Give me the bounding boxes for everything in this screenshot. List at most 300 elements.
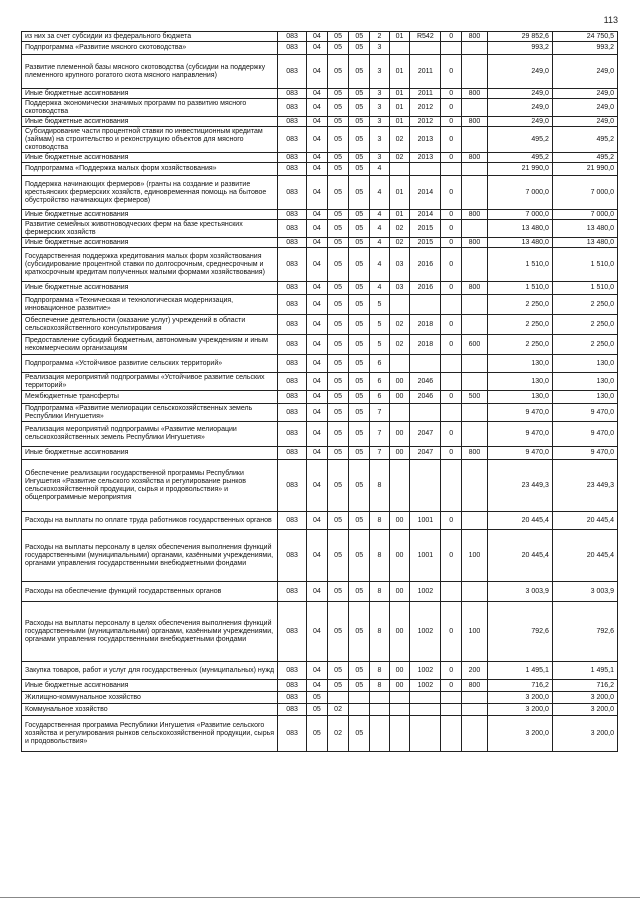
row-code-ministry: 083 [278,391,307,404]
row-code-expense_code [410,704,441,716]
row-sum-1: 3 200,0 [487,704,552,716]
row-sum-1: 130,0 [487,391,552,404]
row-code-ministry: 083 [278,153,307,163]
row-code-subprogram [370,716,390,752]
row-code-vid: 600 [462,335,488,355]
row-code-section: 04 [307,404,328,422]
row-sum-2: 3 200,0 [552,716,617,752]
row-sum-2: 1 510,0 [552,248,617,282]
row-code-subprogram: 5 [370,315,390,335]
row-code-subsection: 05 [327,355,349,373]
row-code-expense_code: 2013 [410,153,441,163]
row-sum-1: 716,2 [487,680,552,692]
row-code-subsection: 05 [327,530,349,582]
row-sum-1: 1 495,1 [487,662,552,680]
row-code-program: 05 [349,153,370,163]
row-sum-1: 23 449,3 [487,460,552,512]
row-code-program: 05 [349,89,370,99]
row-name: Реализация мероприятий подпрограммы «Развитие мелиорации сельскохозяйственных земель Республики Ингушетия» [22,422,278,447]
row-code-section: 04 [307,282,328,295]
row-code-ministry: 083 [278,530,307,582]
table-row [22,404,618,422]
row-code-subsection: 05 [327,210,349,220]
row-sum-2: 495,2 [552,127,617,153]
row-code-expense_code: 2018 [410,335,441,355]
row-code-expense_code: R542 [410,32,441,42]
row-code-subprogram: 4 [370,163,390,176]
table-row [22,42,618,55]
row-sum-1: 249,0 [487,99,552,117]
row-sum-1: 249,0 [487,89,552,99]
row-code-ministry: 083 [278,704,307,716]
row-code-program: 05 [349,55,370,89]
row-code-program: 05 [349,460,370,512]
row-code-filler: 0 [441,680,462,692]
row-sum-2: 716,2 [552,680,617,692]
row-sum-2: 249,0 [552,99,617,117]
row-code-program: 05 [349,238,370,248]
row-code-subprogram: 6 [370,355,390,373]
row-code-subsection: 05 [327,42,349,55]
table-row [22,117,618,127]
row-sum-1: 9 470,0 [487,404,552,422]
row-sum-2: 13 480,0 [552,238,617,248]
row-name: Закупка товаров, работ и услуг для государственных (муниципальных) нужд [22,662,278,680]
row-name: Государственная поддержка кредитования малых форм хозяйствования (субсидирование процентной ставки по долгосрочным, среднесрочным и краткосрочным кредитам полученных малыми формами хозяйствования) [22,248,278,282]
row-sum-2: 20 445,4 [552,512,617,530]
row-code-filler: 0 [441,662,462,680]
row-code-expense_code: 2015 [410,220,441,238]
row-code-subprogram: 8 [370,512,390,530]
row-code-direction: 02 [389,315,410,335]
row-sum-2: 9 470,0 [552,422,617,447]
row-code-subsection: 05 [327,99,349,117]
row-code-subprogram: 8 [370,460,390,512]
row-sum-1: 249,0 [487,55,552,89]
table-row [22,602,618,662]
row-sum-2: 7 000,0 [552,210,617,220]
row-code-vid [462,163,488,176]
row-code-subsection: 05 [327,602,349,662]
row-code-subsection: 05 [327,220,349,238]
row-code-program: 05 [349,210,370,220]
table-row [22,32,618,42]
row-code-section: 04 [307,163,328,176]
row-sum-2: 9 470,0 [552,404,617,422]
row-sum-1: 1 510,0 [487,282,552,295]
row-sum-2: 2 250,0 [552,315,617,335]
row-code-filler [441,404,462,422]
row-code-subprogram: 6 [370,373,390,391]
row-code-expense_code: 2014 [410,210,441,220]
row-code-program: 05 [349,404,370,422]
row-code-subsection: 05 [327,391,349,404]
table-row [22,99,618,117]
row-code-program: 05 [349,335,370,355]
row-name: Предоставление субсидий бюджетным, автономным учреждениям и иным некоммерческим организациям [22,335,278,355]
row-code-vid [462,422,488,447]
row-code-expense_code [410,163,441,176]
row-code-ministry: 083 [278,512,307,530]
row-sum-2: 1 495,1 [552,662,617,680]
row-code-filler [441,716,462,752]
row-sum-2: 495,2 [552,153,617,163]
row-code-expense_code [410,355,441,373]
row-code-subsection: 02 [327,716,349,752]
row-sum-2: 2 250,0 [552,335,617,355]
row-name: Расходы на выплаты персоналу в целях обеспечения выполнения функций государственными (муниципальными) органами, казёнными учреждениями, органами управления государственными внебюджетными фондами [22,602,278,662]
row-code-program: 05 [349,447,370,460]
row-name: из них за счет субсидии из федерального бюджета [22,32,278,42]
row-name: Обеспечение реализации государственной программы Республики Ингушетия «Развитие сельского хозяйства и регулирование рынков сельскохозяйственной продукции, сырья и продовольствия» и общепрограммные мероприятия [22,460,278,512]
row-code-section: 05 [307,692,328,704]
row-sum-1: 249,0 [487,117,552,127]
row-code-vid [462,460,488,512]
row-code-subprogram: 6 [370,391,390,404]
row-code-ministry: 083 [278,582,307,602]
row-code-section: 04 [307,662,328,680]
row-sum-1: 7 000,0 [487,210,552,220]
row-code-filler: 0 [441,210,462,220]
row-sum-2: 249,0 [552,89,617,99]
row-code-section: 04 [307,373,328,391]
row-sum-2: 9 470,0 [552,447,617,460]
row-code-subprogram: 5 [370,335,390,355]
row-code-ministry: 083 [278,460,307,512]
row-code-subprogram: 8 [370,530,390,582]
row-code-filler: 0 [441,153,462,163]
row-name: Жилищно-коммунальное хозяйство [22,692,278,704]
row-code-subsection: 05 [327,582,349,602]
row-code-vid [462,404,488,422]
row-code-direction: 00 [389,680,410,692]
table-row [22,391,618,404]
row-code-vid [462,704,488,716]
row-code-vid [462,373,488,391]
row-code-section: 04 [307,391,328,404]
row-code-vid [462,248,488,282]
row-code-subsection [327,692,349,704]
row-code-program: 05 [349,373,370,391]
row-code-filler: 0 [441,248,462,282]
row-code-expense_code: 2012 [410,117,441,127]
row-code-section: 04 [307,117,328,127]
row-code-program: 05 [349,530,370,582]
row-code-ministry: 083 [278,404,307,422]
row-code-section: 04 [307,153,328,163]
row-code-direction [389,295,410,315]
row-code-vid [462,99,488,117]
row-code-filler: 0 [441,176,462,210]
row-code-filler: 0 [441,422,462,447]
row-code-section: 04 [307,335,328,355]
row-code-program: 05 [349,662,370,680]
row-sum-1: 2 250,0 [487,295,552,315]
row-code-section: 04 [307,238,328,248]
row-code-vid: 100 [462,530,488,582]
row-code-direction: 01 [389,55,410,89]
table-row [22,355,618,373]
row-code-ministry: 083 [278,89,307,99]
row-code-section: 04 [307,295,328,315]
row-code-subprogram: 3 [370,42,390,55]
table-row [22,295,618,315]
row-name: Развитие племенной базы мясного скотоводства (субсидии на поддержку племенного крупного рогатого скота мясного направления) [22,55,278,89]
row-code-direction: 00 [389,602,410,662]
table-row [22,238,618,248]
row-code-direction: 03 [389,282,410,295]
row-name: Расходы на выплаты по оплате труда работников государственных органов [22,512,278,530]
row-code-direction: 01 [389,99,410,117]
row-name: Подпрограмма «Поддержка малых форм хозяйствования» [22,163,278,176]
row-code-direction: 00 [389,662,410,680]
row-code-subprogram: 4 [370,176,390,210]
table-row [22,282,618,295]
row-code-program: 05 [349,582,370,602]
table-row [22,373,618,391]
table-row [22,210,618,220]
row-code-vid: 500 [462,391,488,404]
table-row [22,127,618,153]
table-row [22,447,618,460]
row-sum-1: 495,2 [487,153,552,163]
row-code-ministry: 083 [278,42,307,55]
row-code-subsection: 05 [327,117,349,127]
row-code-filler: 0 [441,512,462,530]
row-code-subprogram: 4 [370,220,390,238]
row-code-direction: 00 [389,582,410,602]
row-code-section: 04 [307,512,328,530]
row-sum-1: 21 990,0 [487,163,552,176]
row-code-filler: 0 [441,530,462,582]
row-name: Подпрограмма «Развитие мясного скотоводства» [22,42,278,55]
row-code-section: 04 [307,89,328,99]
row-sum-2: 1 510,0 [552,282,617,295]
row-code-direction: 01 [389,176,410,210]
row-sum-2: 13 480,0 [552,220,617,238]
row-code-filler: 0 [441,335,462,355]
row-code-expense_code [410,460,441,512]
row-code-subprogram: 3 [370,89,390,99]
row-sum-1: 993,2 [487,42,552,55]
row-code-expense_code [410,692,441,704]
row-code-direction: 00 [389,422,410,447]
table-row [22,315,618,335]
row-code-filler: 0 [441,99,462,117]
row-code-vid [462,512,488,530]
row-code-subsection: 05 [327,55,349,89]
row-code-subsection: 05 [327,295,349,315]
row-sum-2: 23 449,3 [552,460,617,512]
row-code-expense_code: 1001 [410,512,441,530]
row-code-subprogram: 8 [370,582,390,602]
row-code-subprogram: 4 [370,282,390,295]
row-code-ministry: 083 [278,662,307,680]
row-code-program: 05 [349,680,370,692]
row-code-direction [389,460,410,512]
row-code-direction: 01 [389,89,410,99]
table-row [22,662,618,680]
table-row [22,220,618,238]
row-code-program: 05 [349,716,370,752]
row-code-vid: 800 [462,89,488,99]
row-code-direction: 02 [389,127,410,153]
row-code-vid [462,582,488,602]
row-code-vid: 800 [462,153,488,163]
table-row [22,530,618,582]
row-name: Иные бюджетные ассигнования [22,153,278,163]
row-code-subsection: 05 [327,662,349,680]
row-sum-1: 20 445,4 [487,512,552,530]
row-sum-2: 21 990,0 [552,163,617,176]
row-code-filler [441,582,462,602]
row-code-filler: 0 [441,89,462,99]
row-name: Иные бюджетные ассигнования [22,680,278,692]
row-code-vid [462,42,488,55]
row-code-direction: 01 [389,210,410,220]
row-code-section: 04 [307,248,328,282]
row-code-subprogram: 4 [370,248,390,282]
row-code-ministry: 083 [278,99,307,117]
row-code-filler [441,355,462,373]
row-code-filler: 0 [441,32,462,42]
row-sum-2: 792,6 [552,602,617,662]
row-code-subprogram: 2 [370,32,390,42]
row-sum-1: 130,0 [487,373,552,391]
row-sum-1: 3 003,9 [487,582,552,602]
row-code-ministry: 083 [278,117,307,127]
row-code-direction [389,692,410,704]
row-code-direction: 02 [389,220,410,238]
row-code-filler [441,295,462,315]
row-code-subsection: 05 [327,422,349,447]
row-name: Иные бюджетные ассигнования [22,282,278,295]
row-code-program: 05 [349,282,370,295]
row-name: Подпрограмма «Развитие мелиорации сельскохозяйственных земель Республики Ингушетия» [22,404,278,422]
row-name: Коммунальное хозяйство [22,704,278,716]
row-code-direction: 00 [389,530,410,582]
row-sum-2: 20 445,4 [552,530,617,582]
row-sum-1: 1 510,0 [487,248,552,282]
row-name: Реализация мероприятий подпрограммы «Устойчивое развитие сельских территорий» [22,373,278,391]
row-code-program: 05 [349,163,370,176]
row-name: Иные бюджетные ассигнования [22,210,278,220]
row-code-direction [389,404,410,422]
row-code-section: 04 [307,220,328,238]
row-code-program: 05 [349,117,370,127]
row-name: Иные бюджетные ассигнования [22,117,278,127]
row-code-section: 04 [307,176,328,210]
row-name: Развитие семейных животноводческих ферм на базе крестьянских фермерских хозяйств [22,220,278,238]
table-row [22,512,618,530]
row-code-expense_code: 2012 [410,99,441,117]
row-code-vid: 100 [462,602,488,662]
scan-edge-mark [0,897,640,898]
row-code-subprogram: 3 [370,99,390,117]
row-code-vid [462,127,488,153]
row-code-expense_code: 2046 [410,373,441,391]
row-code-direction [389,716,410,752]
row-code-vid: 200 [462,662,488,680]
row-code-expense_code [410,295,441,315]
row-code-section: 04 [307,422,328,447]
row-code-program: 05 [349,220,370,238]
row-code-subprogram: 3 [370,55,390,89]
row-sum-2: 3 003,9 [552,582,617,602]
table-row [22,163,618,176]
row-code-expense_code: 1002 [410,662,441,680]
row-code-vid [462,355,488,373]
row-code-vid: 800 [462,447,488,460]
row-name: Поддержка начинающих фермеров» (гранты на создание и развитие крестьянских фермерских хозяйств, единовременная помощь на бытовое обустройство начинающих фермеров) [22,176,278,210]
table-row [22,55,618,89]
table-row [22,692,618,704]
row-code-section: 04 [307,55,328,89]
table-row [22,89,618,99]
row-code-subprogram: 3 [370,117,390,127]
row-code-filler [441,704,462,716]
row-code-subprogram [370,692,390,704]
row-sum-1: 20 445,4 [487,530,552,582]
row-sum-1: 9 470,0 [487,422,552,447]
row-code-expense_code: 1002 [410,602,441,662]
row-code-program [349,692,370,704]
row-sum-2: 130,0 [552,355,617,373]
row-code-section: 04 [307,447,328,460]
table-row [22,248,618,282]
row-name: Субсидирование части процентной ставки по инвестиционным кредитам (займам) на строительство и реконструкцию объектов для мясного скотоводства [22,127,278,153]
row-code-expense_code: 2014 [410,176,441,210]
table-row [22,582,618,602]
row-sum-1: 7 000,0 [487,176,552,210]
row-code-filler: 0 [441,447,462,460]
row-code-subsection: 05 [327,238,349,248]
row-code-direction: 00 [389,447,410,460]
row-code-ministry: 083 [278,335,307,355]
row-code-ministry: 083 [278,315,307,335]
row-code-filler: 0 [441,127,462,153]
row-code-subsection: 05 [327,680,349,692]
row-code-subprogram: 8 [370,680,390,692]
row-name: Обеспечение деятельности (оказание услуг) учреждений в области сельскохозяйственного консультирования [22,315,278,335]
row-sum-2: 2 250,0 [552,295,617,315]
row-code-subprogram: 7 [370,447,390,460]
row-code-subprogram: 4 [370,238,390,248]
row-code-section: 04 [307,582,328,602]
row-code-direction [389,42,410,55]
row-code-vid: 800 [462,117,488,127]
row-code-expense_code [410,404,441,422]
row-code-subsection: 05 [327,176,349,210]
row-code-subsection: 02 [327,704,349,716]
row-sum-1: 13 480,0 [487,220,552,238]
row-code-direction: 00 [389,391,410,404]
row-code-subprogram: 3 [370,153,390,163]
row-code-expense_code: 2047 [410,422,441,447]
row-code-expense_code: 1002 [410,582,441,602]
row-code-ministry: 083 [278,127,307,153]
row-code-ministry: 083 [278,210,307,220]
row-code-filler [441,163,462,176]
row-code-subprogram: 7 [370,422,390,447]
row-code-direction: 00 [389,373,410,391]
row-code-vid [462,716,488,752]
row-code-filler: 0 [441,282,462,295]
table-row [22,335,618,355]
row-code-ministry: 083 [278,282,307,295]
row-code-program: 05 [349,602,370,662]
table-row [22,460,618,512]
